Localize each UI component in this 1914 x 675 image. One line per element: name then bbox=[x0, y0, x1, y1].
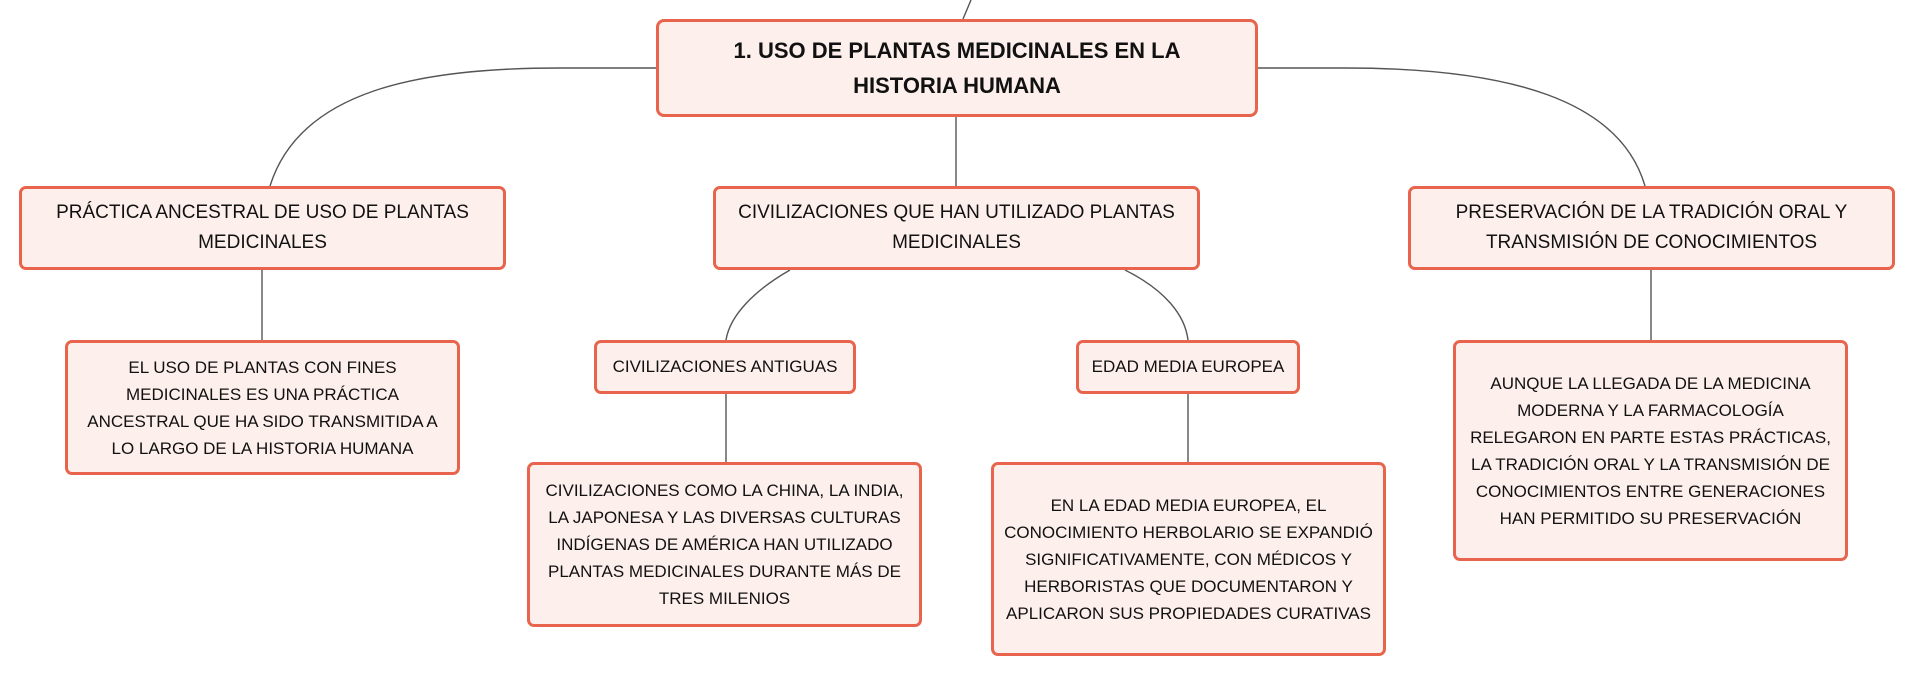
detail-preservacion[interactable] bbox=[1453, 340, 1848, 561]
detail-practica-ancestral-text: EL USO DE PLANTAS CON FINES MEDICINALES ES UNA PRÁCTICA ANCESTRAL QUE HA SIDO TRANSMITIDA A LO LARGO DE LA HISTORIA HUMANA bbox=[87, 357, 438, 458]
topic-preservacion[interactable] bbox=[1408, 186, 1895, 270]
root-topic-node[interactable] bbox=[656, 19, 1258, 117]
topic-preservacion-label: PRESERVACIÓN DE LA TRADICIÓN ORAL Y TRANSMISIÓN DE CONOCIMIENTOS bbox=[1455, 202, 1848, 253]
detail-practica-ancestral[interactable] bbox=[65, 340, 460, 475]
connector-root-to-parent bbox=[963, 0, 971, 19]
topic-practica-ancestral[interactable] bbox=[19, 186, 506, 270]
detail-edad-media-europea-text: EN LA EDAD MEDIA EUROPEA, EL CONOCIMIENTO HERBOLARIO SE EXPANDIÓ SIGNIFICATIVAMENTE, CON MÉDICOS Y HERBORISTAS QUE DOCUMENTARON Y APLICARON SUS PROPIEDADES CURATIVAS bbox=[1004, 495, 1373, 623]
root-topic-label: 1. USO DE PLANTAS MEDICINALES EN LA HISTORIA HUMANA bbox=[733, 38, 1181, 98]
topic-practica-ancestral-label: PRÁCTICA ANCESTRAL DE USO DE PLANTAS MEDICINALES bbox=[56, 202, 469, 253]
subtopic-edad-media-europea[interactable] bbox=[1076, 340, 1300, 394]
subtopic-civilizaciones-antiguas[interactable] bbox=[594, 340, 856, 394]
detail-edad-media-europea[interactable] bbox=[991, 462, 1386, 656]
subtopic-edad-media-europea-label: EDAD MEDIA EUROPEA bbox=[1091, 357, 1285, 376]
topic-civilizaciones[interactable] bbox=[713, 186, 1200, 270]
detail-civilizaciones-antiguas-text: CIVILIZACIONES COMO LA CHINA, LA INDIA, LA JAPONESA Y LAS DIVERSAS CULTURAS INDÍGENAS DE AMÉRICA HAN UTILIZADO PLANTAS MEDICINALES DURANTE MÁS DE TRES MILENIOS bbox=[545, 481, 904, 608]
detail-civilizaciones-antiguas[interactable] bbox=[527, 462, 922, 627]
subtopic-civilizaciones-antiguas-label: CIVILIZACIONES ANTIGUAS bbox=[612, 357, 838, 376]
connector-civilizaciones-to-antiguas bbox=[726, 270, 790, 340]
connector-root-to-practica bbox=[270, 68, 656, 186]
topic-civilizaciones-label: CIVILIZACIONES QUE HAN UTILIZADO PLANTAS MEDICINALES bbox=[738, 202, 1175, 253]
connector-civilizaciones-to-edad-media bbox=[1125, 270, 1188, 340]
connector-root-to-preservacion bbox=[1258, 68, 1645, 186]
detail-preservacion-text: AUNQUE LA LLEGADA DE LA MEDICINA MODERNA Y LA FARMACOLOGÍA RELEGARON EN PARTE ESTAS PRÁCTICAS, LA TRADICIÓN ORAL Y LA TRANSMISIÓN DE CONOCIMIENTOS ENTRE GENERACIONES HAN PERMITIDO SU PRESERVACIÓN bbox=[1470, 373, 1831, 528]
